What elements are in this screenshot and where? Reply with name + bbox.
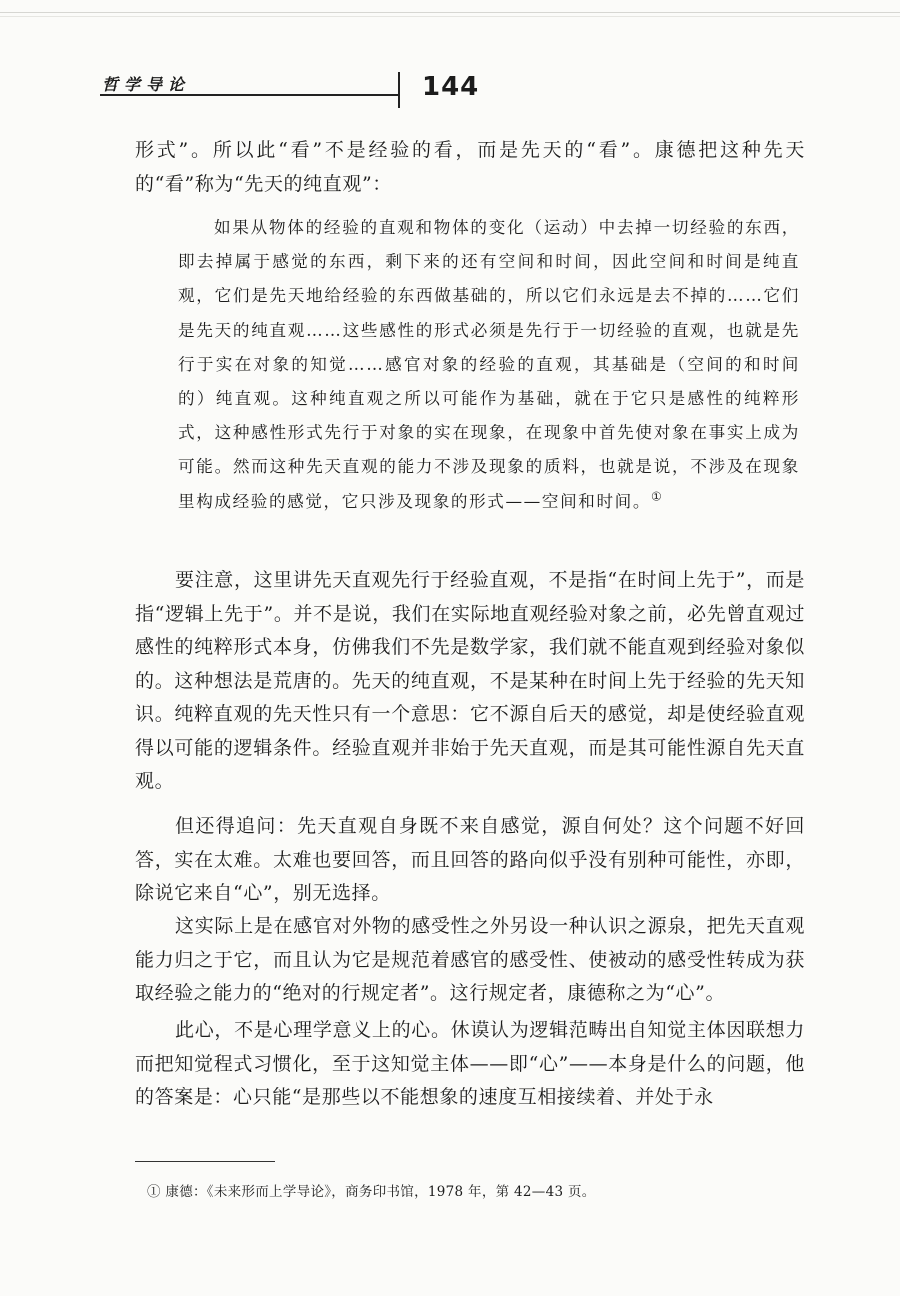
block-quote-text: 如果从物体的经验的直观和物体的变化（运动）中去掉一切经验的东西，即去掉属于感觉的东西，剩下来的还有空间和时间，因此空间和时间是纯直观，它们是先天地给经验的东西做基础的，所以它们永远是去不掉的……它们是先天的纯直观……这些感性的形式必须是先行于一切经验的直观，也就是先行于实在对象的知觉……感官对象的经验的直观，其基础是（空间的和时间的）纯直观。这种纯直观之所以可能作为基础，就在于它只是感性的纯粹形式，这种感性形式先行于对象的实在现象，在现象中首先使对象在事实上成为可能。然而这种先天直观的能力不涉及现象的质料，也就是说，不涉及在现象里构成经验的感觉，它只涉及现象的形式——空间和时间。 <box>178 218 800 511</box>
scan-top-edge-shadow <box>0 16 900 17</box>
paragraph-2: 要注意，这里讲先天直观先行于经验直观，不是指“在时间上先于”，而是指“逻辑上先于”。并不是说，我们在实际地直观经验对象之前，必先曾直观过感性的纯粹形式本身，仿佛我们不先是数学家，我们就不能直观到经验对象似的。这种想法是荒唐的。先天的纯直观，不是某种在时间上先于经验的先天知识。纯粹直观的先天性只有一个意思：它不源自后天的感觉，却是使经验直观得以可能的逻辑条件。经验直观并非始于先天直观，而是其可能性源自先天直观。 <box>135 569 805 792</box>
paragraph-3: 但还得追问：先天直观自身既不来自感觉，源自何处？这个问题不好回答，实在太难。太难也要回答，而且回答的路向似乎没有别种可能性，亦即，除说它来自“心”，别无选择。 <box>135 815 805 904</box>
header-rule <box>100 94 398 96</box>
paragraph-1: 形式”。所以此“看”不是经验的看，而是先天的“看”。康德把这种先天的“看”称为“先天的纯直观”： <box>135 139 805 195</box>
page-number: 144 <box>422 72 480 102</box>
header-divider <box>398 72 400 108</box>
footnote-rule <box>135 1161 275 1162</box>
footnote: ① 康德：《未来形而上学导论》，商务印书馆，1978 年，第 42—43 页。 <box>147 1184 596 1200</box>
footnote-marker: ① <box>651 489 664 504</box>
paragraph-5: 此心，不是心理学意义上的心。休谟认为逻辑范畴出自知觉主体因联想力而把知觉程式习惯化，至于这知觉主体——即“心”——本身是什么的问题，他的答案是：心只能“是那些以不能想象的速度互相接续着、并处于永 <box>135 1019 805 1108</box>
running-title: 哲学导论 <box>102 75 191 94</box>
block-quote <box>178 211 800 519</box>
paragraph-4: 这实际上是在感官对外物的感受性之外另设一种认识之源泉，把先天直观能力归之于它，而且认为它是规范着感官的感受性、使被动的感受性转成为获取经验之能力的“绝对的行规定者”。这行规定者，康德称之为“心”。 <box>135 915 805 1004</box>
scan-top-edge <box>0 12 900 13</box>
